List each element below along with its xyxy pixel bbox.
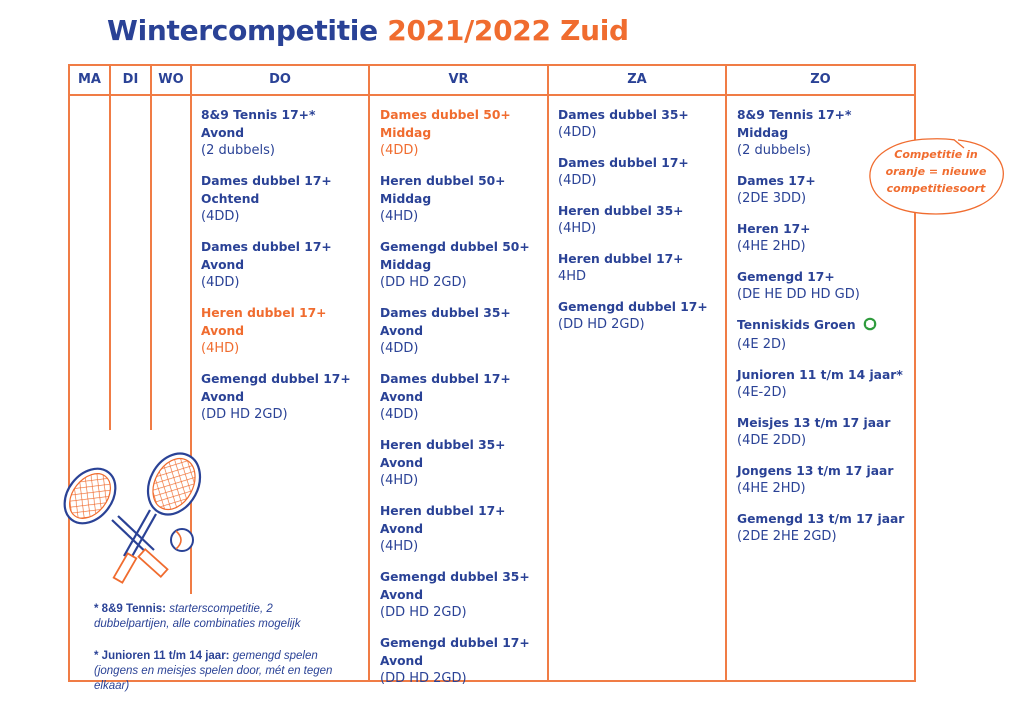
tennis-rackets-icon [52,444,202,586]
page-title [107,14,629,47]
entry-time: Avond [380,588,424,602]
competition-entry [558,250,708,286]
entry-code: (4DD) [201,209,240,224]
competition-entry [380,436,530,490]
entry-name: Gemengd dubbel 17+ [201,372,351,386]
entry-name: Dames dubbel 17+ [558,156,689,170]
entry-name: Dames dubbel 17+ [201,174,332,188]
competition-entry [201,370,351,424]
entry-code: (DD HD 2GD) [380,605,467,620]
entry-code: (4HD) [380,473,419,488]
entry-time: Middag [380,258,432,272]
entry-code: (4DD) [201,275,240,290]
footnote-junioren [94,649,344,694]
entry-code: (2DE 3DD) [737,191,807,206]
grid-line-left [68,64,70,682]
entry-name: Heren dubbel 50+ [380,174,506,188]
entry-name: Dames 17+ [737,174,816,188]
competition-entry [737,510,904,546]
competition-entry [558,298,708,334]
entry-name: Dames dubbel 17+ [380,372,511,386]
title-main: Wintercompetitie [107,14,378,47]
entry-name: Gemengd 13 t/m 17 jaar [737,512,905,526]
competition-entry-new [201,304,351,358]
grid-line-di-wo [150,64,152,430]
footnote-text: gemengd spelen (jongens en meisjes spelen door, mét en tegen elkaar) [94,650,333,692]
footnote-text: starterscompetitie, 2 dubbelpartijen, alle combinaties mogelijk [94,603,301,630]
title-season: 2021/2022 Zuid [387,14,629,47]
tenniskids-green-icon [863,317,877,336]
column-do [201,106,351,436]
entry-time: Avond [201,126,245,140]
entry-code: (4HE 2HD) [737,481,806,496]
entry-code: (4DD) [380,143,419,158]
competition-entry [737,462,904,498]
footnote-8en9-tennis [94,602,344,632]
entry-code: (DD HD 2GD) [201,407,288,422]
entry-name: Dames dubbel 35+ [380,306,511,320]
competition-entry [737,414,904,450]
entry-name: Dames dubbel 50+ [380,108,511,122]
entry-time: Avond [380,654,424,668]
competition-entry [201,106,351,160]
entry-code: (4E-2D) [737,385,787,400]
entry-time: Middag [380,126,432,140]
competition-entry [558,106,708,142]
entry-time: Avond [380,390,424,404]
entry-code: (4HD) [558,221,597,236]
entry-code: (4DD) [558,125,597,140]
entry-code: (2 dubbels) [201,143,275,158]
entry-name: Heren dubbel 35+ [558,204,684,218]
entry-name: Heren dubbel 35+ [380,438,506,452]
entry-time: Avond [201,390,245,404]
competition-entry-new [380,106,530,160]
competition-entry [201,172,351,226]
entry-code: (DD HD 2GD) [380,275,467,290]
grid-line-vr-za [547,64,549,682]
entry-time: Avond [380,522,424,536]
entry-name: Heren dubbel 17+ [380,504,506,518]
entry-name: Gemengd dubbel 17+ [558,300,708,314]
entry-name: Gemengd dubbel 50+ [380,240,530,254]
competition-entry [737,220,904,256]
entry-code: (2 dubbels) [737,143,811,158]
entry-name: Dames dubbel 35+ [558,108,689,122]
entry-time: Middag [380,192,432,206]
entry-name: Junioren 11 t/m 14 jaar* [737,368,903,382]
competition-entry [380,568,530,622]
entry-time: Avond [201,324,245,338]
legend-line: Competitie in [894,148,978,161]
entry-time: Avond [380,324,424,338]
entry-code: (4HE 2HD) [737,239,806,254]
competition-entry [737,316,904,354]
legend-text [874,146,998,197]
entry-name-row [737,316,904,336]
header-vr: VR [448,72,469,87]
entry-code: (2DE 2HE 2GD) [737,529,837,544]
entry-time: Middag [737,126,789,140]
entry-time: Avond [201,258,245,272]
entry-name: Gemengd 17+ [737,270,835,284]
competition-entry [380,634,530,688]
entry-name: Gemengd dubbel 17+ [380,636,530,650]
entry-name: Jongens 13 t/m 17 jaar [737,464,894,478]
entry-code: (4DD) [380,407,419,422]
entry-code: (DD HD 2GD) [558,317,645,332]
legend-line: competitiesoort [886,182,986,195]
entry-name: 8&9 Tennis 17+* [201,108,316,122]
competition-entry [380,238,530,292]
entry-name: Gemengd dubbel 35+ [380,570,530,584]
competition-entry [201,238,351,292]
entry-name: Heren 17+ [737,222,811,236]
grid-header-divider [68,94,916,96]
header-do: DO [269,72,291,87]
competition-entry [558,154,708,190]
footnote-label: * Junioren 11 t/m 14 jaar: [94,650,230,662]
legend-line: oranje = nieuwe [885,165,987,178]
header-wo: WO [158,72,184,87]
grid-line-za-zo [725,64,727,682]
header-ma: MA [78,72,101,87]
entry-name: Dames dubbel 17+ [201,240,332,254]
competition-entry [558,202,708,238]
entry-code: (DE HE DD HD GD) [737,287,860,302]
entry-code: (4HD) [201,341,240,356]
entry-code: (4DD) [558,173,597,188]
entry-name: Heren dubbel 17+ [558,252,684,266]
entry-code: 4HD [558,269,587,284]
grid-line-ma-di [109,64,111,430]
entry-code: (4DD) [380,341,419,356]
column-za [558,106,708,346]
competition-entry [380,304,530,358]
column-vr [380,106,530,700]
entry-time: Ochtend [201,192,260,206]
entry-name: Heren dubbel 17+ [201,306,327,320]
header-za: ZA [627,72,647,87]
competition-entry [380,370,530,424]
entry-name: Meisjes 13 t/m 17 jaar [737,416,891,430]
competition-entry [737,366,904,402]
competition-entry [380,172,530,226]
entry-name: Tenniskids Groen [737,318,856,332]
entry-name: 8&9 Tennis 17+* [737,108,852,122]
entry-code: (DD HD 2GD) [380,671,467,686]
entry-time: Avond [380,456,424,470]
header-di: DI [122,72,139,87]
header-zo: ZO [810,72,831,87]
entry-code: (4DE 2DD) [737,433,807,448]
entry-code: (4HD) [380,539,419,554]
competition-entry [380,502,530,556]
entry-code: (4HD) [380,209,419,224]
grid-line-do-vr [368,64,370,682]
entry-code: (4E 2D) [737,337,787,352]
competition-entry [737,268,904,304]
footnote-label: * 8&9 Tennis: [94,603,166,615]
